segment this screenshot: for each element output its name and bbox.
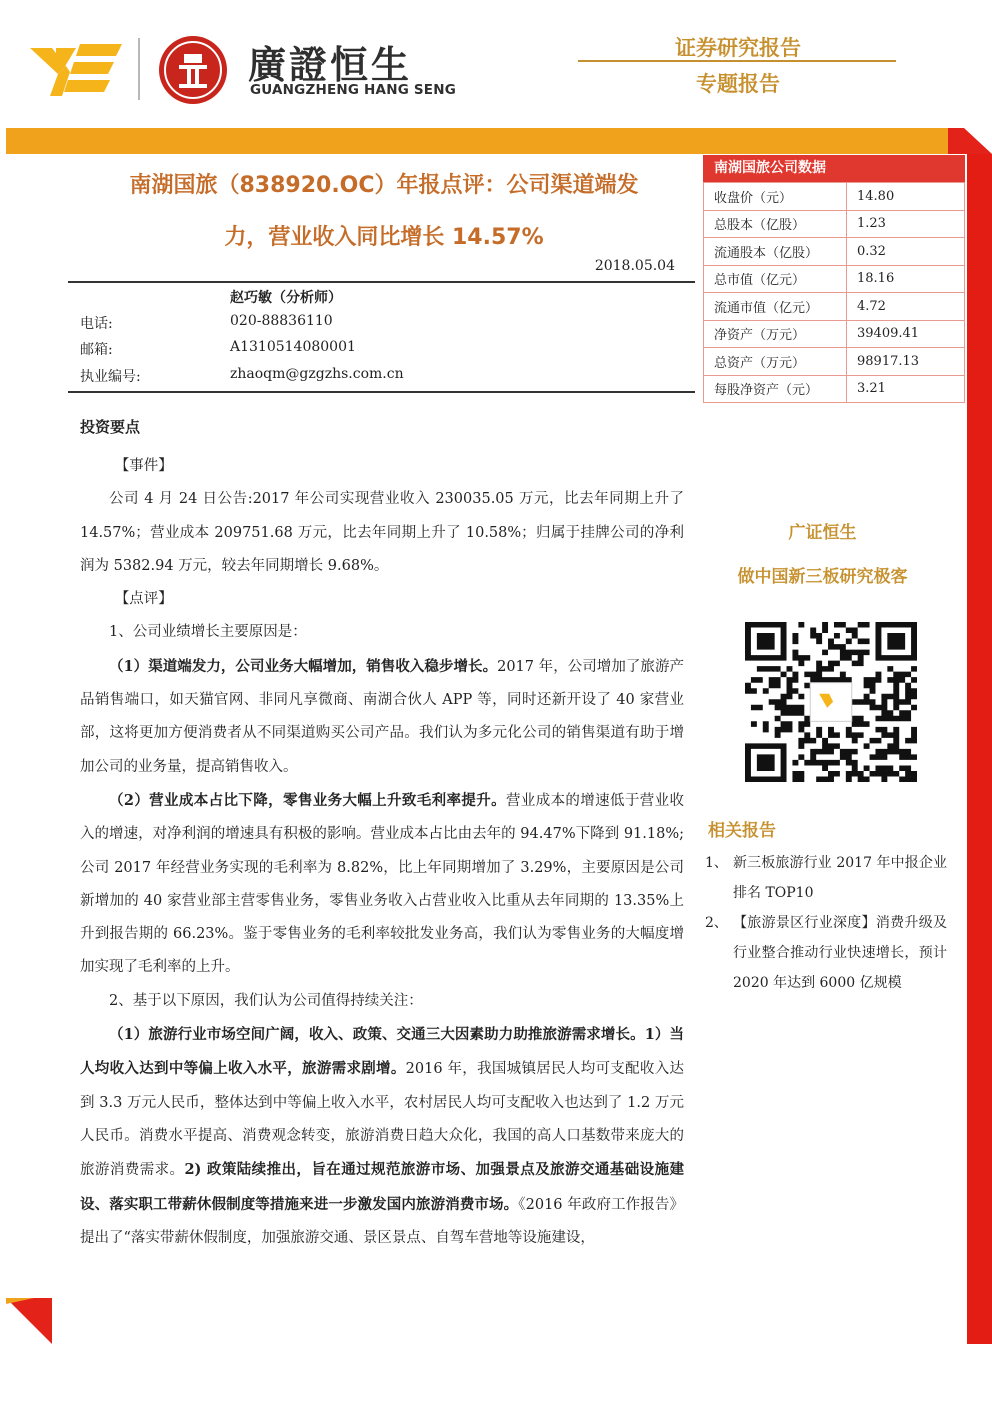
related-report-1[interactable] (705, 848, 947, 908)
point1-text: 2017 年，公司增加了旅游产品销售端口，如天猫官网、非同凡享微商、南湖合伙人 APP 等，同时还新开设了 40 家营业部，这将更加方便消费者从不同渠道购买公司产品。我们认为多元化公司的销售渠道有助于增加公司的业务量，提高销售收入。 (80, 658, 684, 775)
company-data-row (704, 348, 965, 376)
point2-intro: 2、基于以下原因，我们认为公司值得持续关注： (109, 992, 423, 1009)
logo-separator (138, 38, 140, 100)
company-data-value: 18.16 (847, 265, 965, 293)
phone-label: 电话: (80, 316, 113, 332)
qr-code-icon (745, 622, 917, 782)
brand-name-en: GUANGZHENG HANG SENG (250, 82, 456, 98)
company-data-value: 3.21 (847, 375, 965, 403)
email-label: 邮箱: (80, 342, 113, 358)
report-subtype: 专题报告 (696, 72, 780, 96)
license-value: zhaoqm@gzgzhs.com.cn (230, 366, 404, 382)
related-report-2-text: 【旅游景区行业深度】消费升级及行业整合推动行业快速增长，预计 2020 年达到 6000 亿规模 (733, 915, 947, 991)
header-band (6, 128, 992, 154)
point2-paragraph (80, 784, 684, 985)
point2-lead: （2）营业成本占比下降，零售业务大幅上升致毛利率提升。 (109, 791, 506, 809)
company-data-row (704, 320, 965, 348)
company-data-row (704, 183, 965, 211)
company-data-value: 4.72 (847, 293, 965, 321)
point3-paragraph (80, 1018, 684, 1255)
report-type: 证券研究报告 (675, 36, 801, 60)
company-data-row (704, 210, 965, 238)
point3-text2: 《2016 年政府工作报告》提出了“落实带薪休假制度，加强旅游交通、景区景点、自驾车营地等设施建设， (80, 1196, 685, 1246)
company-data-row (704, 293, 965, 321)
analyst-name: 赵巧敏（分析师） (230, 290, 342, 306)
report-title-line1: 南湖国旅（838920.OC）年报点评：公司渠道端发 (129, 173, 639, 198)
company-data-title: 南湖国旅公司数据 (703, 155, 965, 182)
related-report-1-text: 新三板旅游行业 2017 年中报企业排名 TOP10 (733, 855, 947, 901)
company-data-value: 14.80 (847, 183, 965, 211)
event-paragraph: 公司 4 月 24 日公告:2017 年公司实现营业收入 230035.05 万元，比去年同期上升了 14.57%；营业成本 209751.68 万元，比去年同期上升了 10.58%；归属于挂牌公司的净利润为 5382.94 万元，较去年同期增长 9.68%。 (80, 491, 684, 574)
brand-logo-icon (30, 40, 122, 98)
company-data-label: 收盘价（元） (704, 183, 847, 211)
company-data-row (704, 238, 965, 266)
report-title (80, 160, 688, 264)
report-date: 2018.05.04 (594, 258, 675, 274)
company-data-value: 98917.13 (847, 348, 965, 376)
sidebar-slogan: 做中国新三板研究极客 (737, 567, 908, 587)
company-data-label: 总市值（亿元） (704, 265, 847, 293)
company-data-value: 0.32 (847, 238, 965, 266)
company-data-label: 流通市值（亿元） (704, 293, 847, 321)
section-title: 投资要点 (80, 418, 141, 436)
phone-value: 020-88836110 (230, 313, 333, 329)
company-data-box (703, 155, 965, 403)
point3-text1: 2016 年，我国城镇居民人均可支配收入达到 3.3 万元人民币，整体达到中等偏上收入水平，农村居民人均可支配收入也达到了 1.2 万元人民币。消费水平提高、消费观念转变，旅游消费日趋大众化，我国的高人口基数带来庞大的旅游消费需求。 (80, 1061, 685, 1179)
related-report-2[interactable] (705, 908, 947, 998)
point1-lead: （1）渠道端发力，公司业务大幅增加，销售收入稳步增长。 (109, 657, 498, 675)
point1-paragraph (80, 650, 684, 784)
company-data-label: 总股本（亿股） (704, 210, 847, 238)
point2-text: 营业成本的增速低于营业收入的增速，对净利润的增速具有积极的影响。营业成本占比由去年的 94.47%下降到 91.18%;公司 2017 年经营业务实现的毛利率为 8.82%，比上年同期增加了 3.29%，主要原因是公司新增加的 40 家营业部主营零售业务，零售业务收入占营业收入比重从去年同期的 13.35%上升到报告期的 66.23%。鉴于零售业务的毛利率较批发业务高，我们认为零售业务的大幅度增加实现了毛利率的上升。 (80, 792, 684, 976)
event-tag: 【事件】 (114, 458, 173, 474)
analyst-rule (68, 391, 695, 393)
sidebar-slogan-brand: 广证恒生 (788, 523, 857, 543)
company-data-value: 1.23 (847, 210, 965, 238)
corner-triangle (6, 1298, 52, 1344)
report-title-line2: 力，营业收入同比增长 14.57% (224, 225, 544, 250)
company-data-label: 总资产（万元） (704, 348, 847, 376)
company-data-value: 39409.41 (847, 320, 965, 348)
email-value: A1310514080001 (230, 339, 356, 355)
company-data-row (704, 265, 965, 293)
report-body (80, 450, 684, 1255)
review-tag: 【点评】 (114, 591, 173, 608)
brand-seal-icon (157, 34, 229, 106)
license-label: 执业编号: (80, 369, 141, 385)
point3-bold2: 2) 政策陆续推出，旨在通过规范旅游市场、加强景点及旅游交通基础设施建设、落实职工带薪休假制度等措施来进一步激发国内旅游消费市场。 (80, 1161, 685, 1213)
related-report-1-num: 1、 (705, 855, 728, 871)
point1-intro: 1、公司业绩增长主要原因是： (109, 624, 307, 641)
company-data-label: 每股净资产（元） (704, 375, 847, 403)
related-report-2-num: 2、 (705, 915, 728, 931)
company-data-label: 净资产（万元） (704, 320, 847, 348)
report-type-divider (578, 60, 896, 62)
point3-lead: （1）旅游行业市场空间广阔，收入、政策、交通三大因素助力助推旅游需求增长。1）当人均收入达到中等偏上收入水平，旅游需求剧增。 (80, 1026, 684, 1078)
title-rule (68, 281, 695, 283)
right-red-bar (967, 154, 992, 1344)
company-data-label: 流通股本（亿股） (704, 238, 847, 266)
brand-name-cn: 廣證恒生 (248, 43, 413, 87)
company-data-table (703, 182, 965, 403)
company-data-row (704, 375, 965, 403)
related-reports-title: 相关报告 (708, 821, 776, 841)
